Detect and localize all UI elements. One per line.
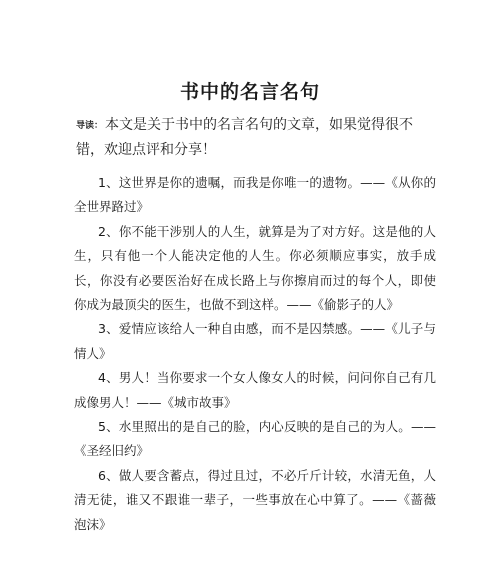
quote-paragraph-1: 1、这世界是你的遗嘱，而我是你唯一的遗物。——《从你的全世界路过》 [74, 175, 436, 215]
quote-paragraph-3: 3、爱情应该给人一种自由感，而不是囚禁感。——《儿子与情人》 [74, 321, 436, 361]
quote-paragraph-6: 6、做人要含蓄点，得过且过，不必斤斤计较，水清无鱼，人清无徒，谁又不跟谁一辈子，一些事放在心中算了。——《蔷薇泡沫》 [74, 467, 436, 532]
intro-section [76, 113, 436, 162]
quotes-body [74, 171, 436, 537]
intro-text: 本文是关于书中的名言名句的文章，如果觉得很不错，欢迎点评和分享！ [76, 117, 414, 158]
quote-paragraph-5: 5、水里照出的是自己的脸，内心反映的是自己的为人。——《圣经旧约》 [74, 419, 436, 459]
intro-lead: 导读： [76, 121, 104, 131]
quote-paragraph-4: 4、男人！当你要求一个女人像女人的时候，问问你自己有几成像男人！——《城市故事》 [74, 370, 436, 410]
quote-paragraph-2: 2、你不能干涉别人的人生，就算是为了对方好。这是他的人生，只有他一个人能决定他的人生。你必须顺应事实，放手成长，你没有必要医治好在成长路上与你擦肩而过的每个人，即使你成为最顶尖的医生，也做不到这样。——《偷影子的人》 [74, 223, 436, 313]
page-title: 书中的名言名句 [179, 80, 320, 103]
